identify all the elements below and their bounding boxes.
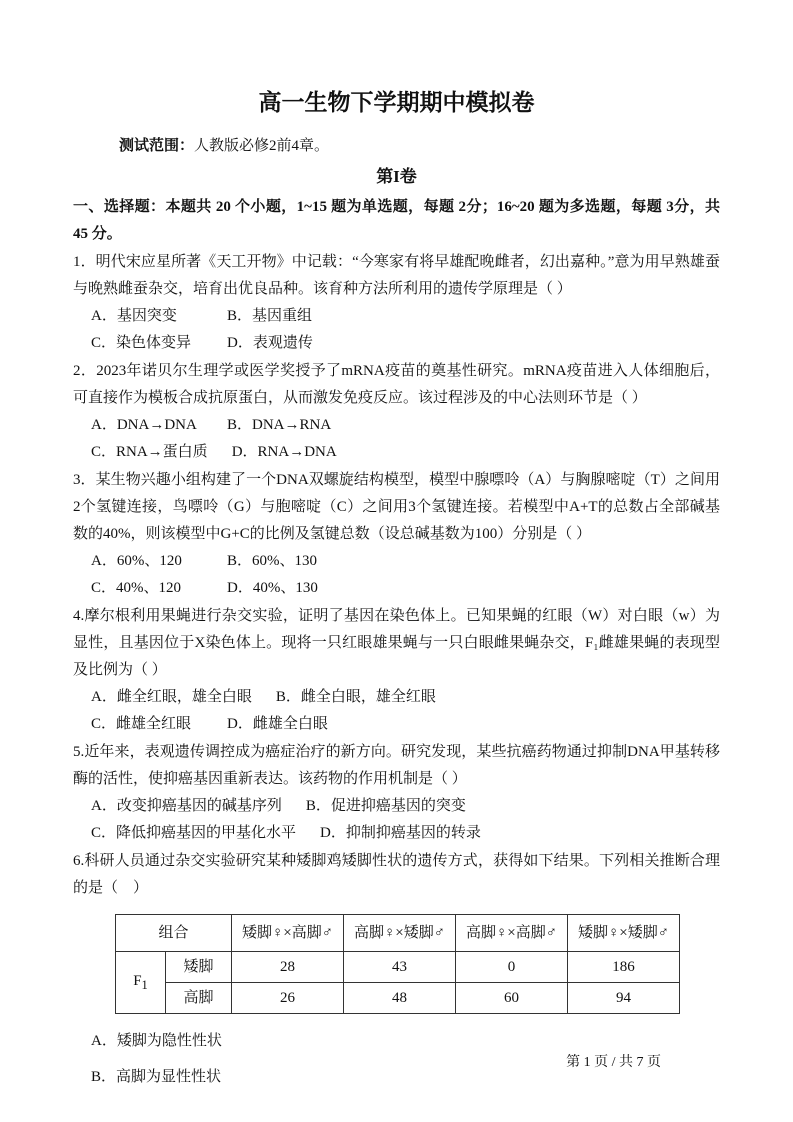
question-6-option-b: B．高脚为显性性状	[91, 1069, 222, 1085]
table-cell-phenotype: 高脚	[166, 983, 232, 1014]
table-header-cross-3: 高脚♀×高脚♂	[456, 915, 568, 952]
question-4-options-ab	[73, 684, 720, 711]
f1-label-sub: 1	[141, 977, 148, 992]
table-cell-value: 43	[344, 952, 456, 983]
question-4-option-a: A．雌全红眼，雄全白眼	[91, 689, 252, 705]
question-3-stem: 3．某生物兴趣小组构建了一个DNA双螺旋结构模型，模型中腺嘌呤（A）与胸腺嘧啶（T）之间用2个氢键连接，鸟嘌呤（G）与胞嘧啶（C）之间用3个氢键连接。若模型中A+T的总数占全部碱基数的40%，则该模型中G+C的比例及氢键总数（设总碱基数为100）分别是（ ）	[73, 472, 720, 542]
section-heading: 一、选择题：本题共 20 个小题，1~15 题为单选题，每题 2分；16~20 题为多选题，每题 3分，共 45 分。	[73, 199, 720, 242]
table-row-tall-leg	[116, 983, 680, 1014]
table-cell-value: 26	[232, 983, 344, 1014]
question-3	[73, 467, 720, 602]
question-1-option-b: B．基因重组	[227, 308, 313, 324]
question-3-options-ab	[73, 548, 720, 575]
question-1	[73, 249, 720, 357]
question-5-option-b: B．促进抑癌基因的突变	[305, 798, 466, 814]
table-header-cross-2: 高脚♀×矮脚♂	[344, 915, 456, 952]
question-1-stem: 1．明代宋应星所著《天工开物》中记载：“今寒家有将早雄配晚雌者，幻出嘉种。”意为用早熟雄蚕与晚熟雌蚕杂交，培育出优良品种。该育种方法所利用的遗传学原理是（ ）	[73, 254, 720, 297]
question-4-option-d: D．雌雄全白眼	[227, 716, 328, 732]
table-cell-value: 94	[568, 983, 680, 1014]
question-3-option-d: D．40%、130	[227, 580, 318, 596]
question-2-option-c: C．RNA→蛋白质	[91, 444, 208, 460]
question-4-options-cd	[73, 711, 720, 738]
scope-line	[73, 132, 720, 160]
table-cell-value: 28	[232, 952, 344, 983]
table-cell-value: 48	[344, 983, 456, 1014]
question-2	[73, 358, 720, 466]
table-row-group-f1	[116, 952, 166, 1014]
scope-text: 人教版必修2前4章。	[194, 138, 330, 154]
table-cell-phenotype: 矮脚	[166, 952, 232, 983]
question-2-options-ab	[73, 412, 720, 439]
question-1-option-a: A．基因突变	[91, 308, 177, 324]
question-1-options-cd	[73, 330, 720, 357]
question-2-option-a: A．DNA→DNA	[91, 417, 197, 433]
part-title: 第I卷	[376, 167, 417, 186]
page-footer: 第 1 页 / 共 7 页	[566, 1055, 661, 1070]
question-4-stem: 4.摩尔根利用果蝇进行杂交实验，证明了基因在染色体上。已知果蝇的红眼（W）对白眼（w）为显性，且基因位于X染色体上。现将一只红眼雄果蝇与一只白眼雌果蝇杂交，F₁雌雄果蝇的表现型及比例为（ ）	[73, 608, 720, 678]
question-5-option-d: D．抑制抑癌基因的转录	[320, 825, 481, 841]
f1-label-base: F	[133, 972, 142, 989]
question-2-option-b: B．DNA→RNA	[227, 417, 332, 433]
question-1-option-c: C．染色体变异	[91, 335, 192, 351]
scope-label: 测试范围：	[119, 137, 195, 154]
question-6-option-a: A．矮脚为隐性性状	[91, 1033, 222, 1049]
question-4-option-c: C．雌雄全红眼	[91, 716, 192, 732]
question-5-options-cd	[73, 820, 720, 847]
table-cell-value: 60	[456, 983, 568, 1014]
table-header-row	[116, 915, 680, 952]
table-cell-value: 186	[568, 952, 680, 983]
question-3-option-a: A．60%、120	[91, 553, 182, 569]
question-2-options-cd	[73, 439, 720, 466]
question-5-option-a: A．改变抑癌基因的碱基序列	[91, 798, 282, 814]
question-5-options-ab	[73, 793, 720, 820]
table-row-short-leg	[116, 952, 680, 983]
question-2-stem: 2．2023年诺贝尔生理学或医学奖授予了mRNA疫苗的奠基性研究。mRNA疫苗进入人体细胞后，可直接作为模板合成抗原蛋白，从而激发免疫反应。该过程涉及的中心法则环节是（ ）	[73, 363, 720, 406]
question-1-options-ab	[73, 303, 720, 330]
question-4-option-b: B．雌全白眼，雄全红眼	[275, 689, 436, 705]
question-1-option-d: D．表观遗传	[227, 335, 313, 351]
question-3-option-b: B．60%、130	[227, 553, 318, 569]
page-title: 高一生物下学期期中模拟卷	[258, 89, 535, 115]
question-3-options-cd	[73, 575, 720, 602]
question-6-stem: 6.科研人员通过杂交实验研究某种矮脚鸡矮脚性状的遗传方式，获得如下结果。下列相关推断合理的是（ ）	[73, 853, 720, 896]
question-3-option-c: C．40%、120	[91, 580, 182, 596]
table-cell-value: 0	[456, 952, 568, 983]
table-header-combo: 组合	[116, 915, 232, 952]
question-5-stem: 5.近年来，表观遗传调控成为癌症治疗的新方向。研究发现，某些抗癌药物通过抑制DNA甲基转移酶的活性，使抑癌基因重新表达。该药物的作用机制是（ ）	[73, 744, 720, 787]
question-5-option-c: C．降低抑癌基因的甲基化水平	[91, 825, 297, 841]
question-5	[73, 739, 720, 847]
table-header-cross-1: 矮脚♀×高脚♂	[232, 915, 344, 952]
cross-results-table	[115, 914, 680, 1014]
question-4	[73, 603, 720, 738]
table-header-cross-4: 矮脚♀×矮脚♂	[568, 915, 680, 952]
question-2-option-d: D．RNA→DNA	[231, 444, 337, 460]
